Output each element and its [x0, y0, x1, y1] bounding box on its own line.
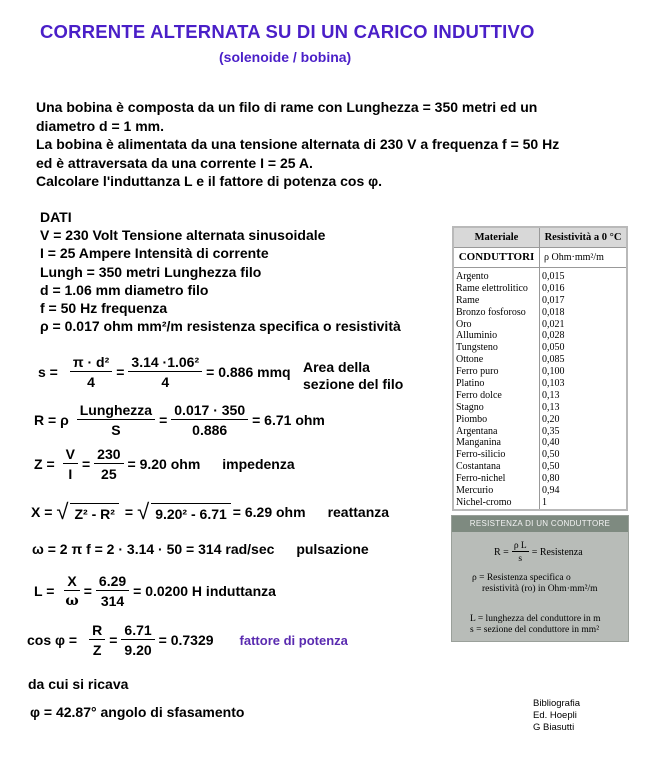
- intro-line: diametro d = 1 mm.: [36, 117, 164, 134]
- denominator: ω: [65, 593, 79, 609]
- formula-box-line: resistività (ro) in Ohm·mm²/m: [482, 584, 598, 594]
- table-subheader: [454, 248, 626, 268]
- inductance-formula: [34, 573, 276, 609]
- numerator: R: [89, 622, 105, 640]
- phase-angle-result: φ = 42.87° angolo di sfasamento: [30, 704, 245, 720]
- denominator: 25: [101, 466, 117, 482]
- note-line: Area della: [303, 359, 370, 375]
- formula-box-equation: [494, 541, 583, 564]
- denominator: I: [68, 466, 73, 482]
- denominator: 4: [161, 374, 170, 390]
- bibliography: [533, 698, 580, 734]
- formula-box-line: s = sezione del conduttore in mm²: [470, 625, 600, 635]
- biblio-line: G Biasutti: [533, 722, 575, 733]
- table-cell-value: 0,050: [542, 342, 565, 354]
- intro-line: La bobina è alimentata da una tensione alternata di 230 V a frequenza f = 50 Hz: [36, 136, 560, 152]
- table-cell-material: Costantana: [456, 461, 501, 473]
- reactance-formula: [31, 499, 389, 525]
- equals-sign: =: [81, 456, 91, 472]
- table-cell-material: Argento: [456, 271, 489, 282]
- sqrt-icon: √: [56, 499, 69, 524]
- table-cell-material: Stagno: [456, 401, 484, 413]
- table-cell-value: 0,50: [542, 461, 560, 473]
- equals-sign: =: [159, 412, 168, 428]
- numerator: 6.29: [96, 573, 129, 591]
- denominator: 0.886: [192, 422, 228, 438]
- data-line: f = 50 Hz frequenza: [40, 300, 168, 317]
- fraction: [63, 446, 78, 482]
- table-cell-value: 0,13: [542, 401, 560, 413]
- table-cell-material: Piombo: [456, 413, 488, 425]
- formula-box-line: ρ = Resistenza specifica o: [472, 573, 571, 583]
- formula-result: = 0.0200 H induttanza: [133, 583, 276, 599]
- numerator: X: [64, 573, 79, 591]
- data-line: ρ = 0.017 ohm mm²/m resistenza specifica o resistività: [40, 318, 401, 335]
- table-cell-value: 0,20: [542, 413, 560, 425]
- material-column: [454, 268, 540, 509]
- table-cell-value: 0,028: [542, 330, 565, 342]
- data-line: d = 1.06 mm diametro filo: [40, 281, 209, 298]
- fraction: [128, 354, 202, 390]
- numerator: 230: [94, 446, 123, 464]
- resistance-formula: [34, 402, 325, 438]
- table-cell-material: Ottone: [456, 354, 484, 366]
- table-cell-value: 0,40: [542, 437, 560, 449]
- column-header-material: Materiale: [454, 228, 540, 247]
- formula-lhs: s =: [38, 364, 58, 380]
- table-cell-material: Rame: [456, 294, 480, 306]
- table-cell-material: Rame elettrolitico: [456, 282, 528, 294]
- table-cell-material: Mercurio: [456, 485, 494, 497]
- equals-sign: =: [109, 632, 118, 648]
- numerator: π · d²: [70, 354, 112, 372]
- pulsation-formula: [32, 541, 369, 557]
- fraction: [512, 541, 529, 564]
- value-column: [540, 268, 626, 509]
- formula-text: ω = 2 π f = 2 · 3.14 · 50 = 314 rad/sec: [32, 541, 275, 557]
- formula-lhs: X =: [31, 504, 53, 520]
- table-cell-value: 0,017: [542, 294, 565, 306]
- fraction: [121, 622, 154, 658]
- numerator: 6.71: [121, 622, 154, 640]
- formula-result: = 0.886 mmq: [206, 364, 291, 380]
- formula-note: impedenza: [222, 456, 295, 472]
- table-cell-material: Argentana: [456, 425, 498, 437]
- radicand: 9.20² - 6.71: [151, 503, 231, 522]
- table-cell-material: Ferro-nichel: [456, 473, 506, 485]
- table-cell-value: 0,94: [542, 485, 560, 497]
- denominator: s: [518, 554, 523, 564]
- table-cell-material: Oro: [456, 318, 472, 330]
- subheader-unit: ρ Ohm·mm²/m: [544, 252, 604, 263]
- equals-sign: =: [116, 364, 125, 380]
- formula-note: pulsazione: [296, 541, 369, 557]
- biblio-line: Bibliografia: [533, 698, 580, 709]
- formula-box-line: L = lunghezza del conduttore in m: [470, 614, 601, 624]
- fraction: [89, 622, 105, 658]
- data-line: I = 25 Ampere Intensità di corrente: [40, 245, 269, 262]
- denominator: Z: [92, 642, 102, 658]
- area-note: [303, 359, 403, 393]
- table-cell-value: 0,100: [542, 366, 565, 378]
- biblio-line: Ed. Hoepli: [533, 710, 577, 721]
- page-title: CORRENTE ALTERNATA SU DI UN CARICO INDUTTIVO: [40, 21, 535, 42]
- note-line: sezione del filo: [303, 376, 404, 392]
- formula-box-title: RESISTENZA DI UN CONDUTTORE: [452, 516, 628, 532]
- table-cell-value: 0,085: [542, 354, 565, 366]
- fraction: [64, 573, 79, 609]
- radicand: Z² - R²: [70, 503, 118, 522]
- table-cell-value: 0,50: [542, 449, 560, 461]
- table-cell-material: Ferro puro: [456, 366, 499, 378]
- numerator: Lunghezza: [77, 402, 155, 420]
- equals-sign: =: [124, 504, 134, 520]
- column-header-resistivity: Resistività a 0 °C: [544, 232, 622, 243]
- data-line: Lungh = 350 metri Lunghezza filo: [40, 263, 262, 280]
- table-cell-value: 0,018: [542, 306, 565, 318]
- formula-result: = 9.20 ohm: [127, 456, 201, 472]
- intro-line: Una bobina è composta da un filo di rame con Lunghezza = 350 metri ed un: [36, 99, 538, 115]
- formula-lhs: Z =: [34, 456, 55, 472]
- table-cell-material: Ferro-silicio: [456, 449, 506, 461]
- fraction: [94, 446, 123, 482]
- resistivity-table: [452, 226, 628, 511]
- resistance-formula-box: [451, 515, 629, 642]
- denominator: 9.20: [124, 642, 152, 658]
- formula-result: = 6.71 ohm: [252, 412, 325, 428]
- table-cell-material: Platino: [456, 378, 485, 390]
- table-cell-material: Manganina: [456, 437, 501, 449]
- table-cell-value: 0,015: [542, 271, 565, 282]
- impedance-formula: [34, 446, 295, 482]
- table-cell-value: 0,103: [542, 378, 565, 390]
- denominator: 4: [87, 374, 95, 390]
- formula-note: fattore di potenza: [239, 632, 348, 648]
- table-cell-value: 1: [542, 496, 547, 508]
- formula-lhs: cos φ =: [27, 632, 78, 648]
- numerator: V: [63, 446, 78, 464]
- fraction: [77, 402, 155, 438]
- formula-result: = 6.29 ohm: [232, 504, 306, 520]
- subheader-conductors: CONDUTTORI: [454, 248, 540, 267]
- denominator: 314: [100, 593, 125, 609]
- data-section: [40, 208, 401, 335]
- table-cell-material: Tungsteno: [456, 342, 498, 354]
- numerator: 3.14 ·1.06²: [128, 354, 202, 372]
- intro-line: Calcolare l'induttanza L e il fattore di potenza cos φ.: [36, 173, 383, 189]
- data-line: V = 230 Volt Tensione alternata sinusoidale: [40, 227, 326, 244]
- equals-sign: =: [83, 583, 92, 599]
- table-cell-material: Alluminio: [456, 330, 498, 342]
- table-cell-value: 0,80: [542, 473, 560, 485]
- fraction: [96, 573, 129, 609]
- formula-lhs: L =: [34, 583, 55, 599]
- formula-result: = 0.7329: [158, 632, 214, 648]
- fraction: [70, 354, 112, 390]
- table-cell-value: 0,35: [542, 425, 560, 437]
- denominator: S: [111, 422, 121, 438]
- section-area-formula: [38, 354, 291, 390]
- table-cell-material: Bronzo fosforoso: [456, 306, 526, 318]
- problem-statement: [36, 98, 559, 191]
- conclusion-text: da cui si ricava: [28, 676, 129, 692]
- table-cell-material: Nichel-cromo: [456, 496, 512, 508]
- table-cell-material: Ferro dolce: [456, 389, 502, 401]
- fraction: [171, 402, 248, 438]
- data-heading: DATI: [40, 209, 72, 225]
- sqrt-icon: √: [137, 499, 150, 524]
- formula-lhs: R = ρ: [34, 412, 69, 428]
- intro-line: ed è attraversata da una corrente I = 25 A.: [36, 154, 313, 171]
- table-header: [454, 228, 626, 248]
- formula-note: reattanza: [327, 504, 390, 520]
- formula-lhs: R =: [494, 547, 509, 558]
- table-cell-value: 0,016: [542, 282, 565, 294]
- numerator: 0.017 · 350: [171, 402, 248, 420]
- formula-rhs: = Resistenza: [531, 547, 583, 558]
- table-cell-value: 0,021: [542, 318, 565, 330]
- table-body: [454, 268, 626, 509]
- power-factor-formula: [27, 622, 348, 658]
- numerator: ρ L: [513, 541, 527, 551]
- page-subtitle: (solenoide / bobina): [219, 49, 352, 65]
- table-cell-value: 0,13: [542, 389, 560, 401]
